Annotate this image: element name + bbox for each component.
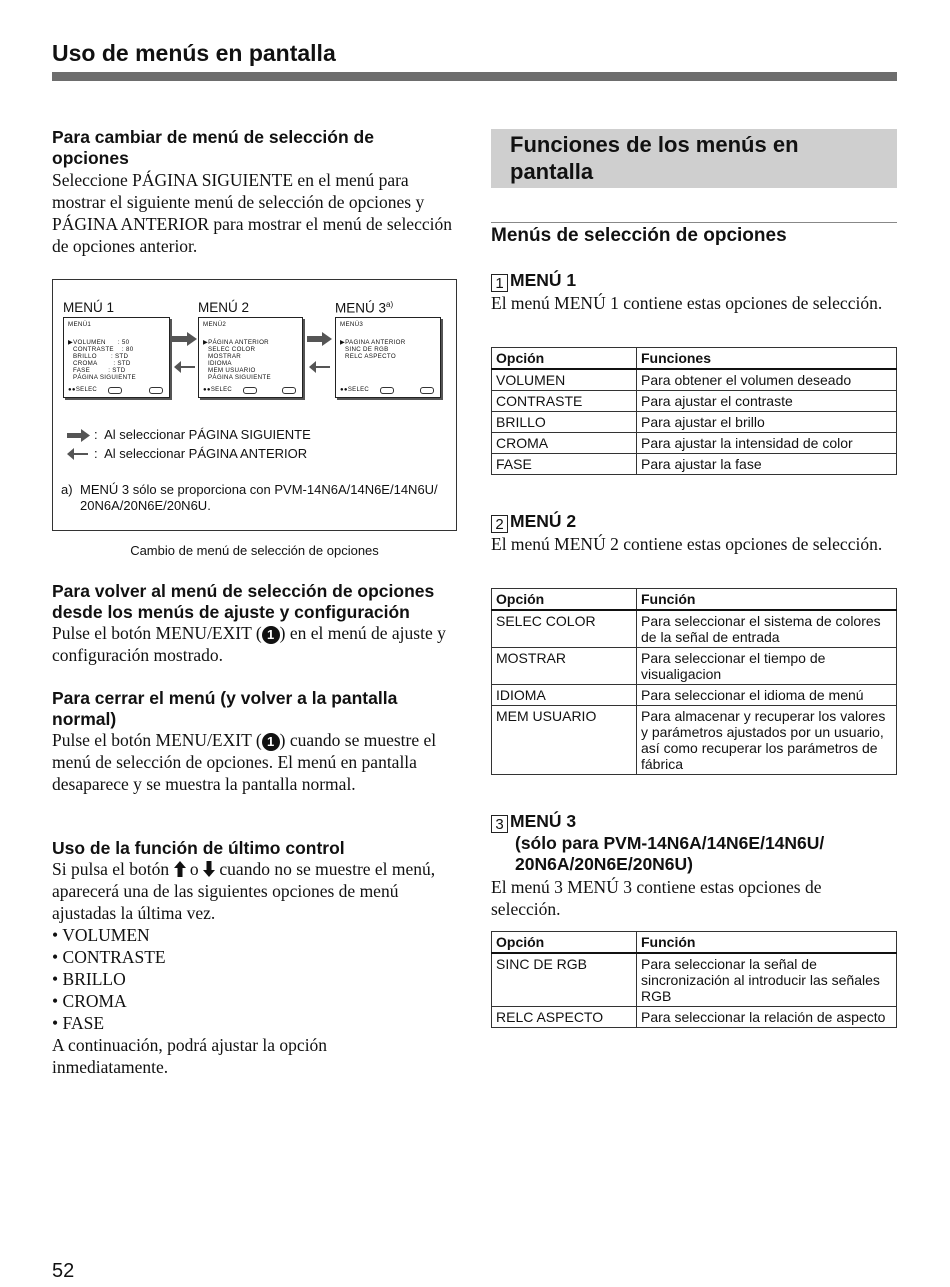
table-cell: MEM USUARIO	[492, 706, 637, 775]
column-header: Función	[637, 589, 897, 611]
legend-prev: : Al seleccionar PÁGINA ANTERIOR	[94, 446, 308, 461]
screen-row: PÁGINA SIGUIENTE	[73, 374, 136, 381]
table-row	[492, 610, 897, 648]
screen-title: MENÚ2	[203, 321, 227, 328]
column-header: Funciones	[637, 348, 897, 370]
section-title: Funciones de los menús en pantalla	[510, 132, 799, 184]
column-header: Opción	[492, 932, 637, 954]
table-cell: Para seleccionar la señal de sincronización al introducir las señales RGB	[637, 953, 897, 1007]
screen-row: BRILLO : STD	[73, 353, 129, 360]
table-cell: BRILLO	[492, 412, 637, 433]
screen-footer: ●●SELEC	[340, 387, 436, 394]
menu3-label: MENÚ 3$^{a)}$	[335, 300, 394, 316]
screen-row: SINC DE RGB	[345, 346, 389, 353]
table-row	[492, 369, 897, 391]
section-body-last-control: Si pulsa el botón o cuando no se muestre el menú, aparecerá una de las siguientes opciones de menú ajustadas la última vez.	[52, 859, 436, 923]
select-icon: ●●	[68, 387, 76, 393]
table-cell: Para ajustar la intensidad de color	[637, 433, 897, 454]
up-arrow-icon	[174, 861, 186, 877]
arrow-right-icon	[307, 332, 333, 346]
screen-row: MEM USUARIO	[208, 367, 256, 374]
section-closing-text: A continuación, podrá ajustar la opción inmediatamente.	[52, 1035, 328, 1077]
table-cell: Para seleccionar el sistema de colores de la señal de entrada	[637, 610, 897, 648]
table-cell: RELC ASPECTO	[492, 1007, 637, 1028]
table-row	[492, 391, 897, 412]
screen-row: ▶PAGINA ANTERIOR	[340, 339, 406, 346]
table-header-row	[492, 932, 897, 954]
enter-key-icon	[243, 387, 257, 394]
section-body-change-menu: Seleccione PÁGINA SIGUIENTE en el menú para mostrar el siguiente menú de selección de opciones y PÁGINA ANTERIOR para mostrar el menú de selección de opciones anterior.	[52, 170, 452, 256]
screen-footer: ●●SELEC	[203, 387, 298, 394]
section-heading-last-control: Uso de la función de último control	[52, 838, 345, 858]
menu3-intro: El menú 3 MENÚ 3 contiene estas opciones de selección.	[491, 877, 822, 919]
screen-row: ▶VOLUMEN : 50	[68, 339, 130, 346]
table-cell: VOLUMEN	[492, 369, 637, 391]
section-heading-change-menu: Para cambiar de menú de selección de opciones	[52, 127, 374, 168]
screen-footer: ●●SELEC	[68, 387, 165, 394]
menu-number-box: 3	[491, 815, 508, 833]
table-cell: MOSTRAR	[492, 648, 637, 685]
screen-row: CROMA : STD	[73, 360, 131, 367]
screen-row: ▶PÁGINA ANTERIOR	[203, 339, 269, 346]
menu1-heading: 1 MENÚ 1	[491, 270, 576, 292]
arrow-left-icon	[67, 448, 89, 460]
arrow-left-icon	[174, 361, 196, 373]
table-row	[492, 412, 897, 433]
menu1-screen	[63, 317, 170, 398]
list-item: • FASE	[52, 1013, 105, 1033]
menu1-label: MENÚ 1	[63, 300, 115, 315]
screen-row: MOSTRAR	[208, 353, 242, 360]
table-cell: Para almacenar y recuperar los valores y parámetros ajustados por un usuario, así como recuperar los parámetros de fábrica	[637, 706, 897, 775]
legend-next: : Al seleccionar PÁGINA SIGUIENTE	[94, 427, 311, 442]
menu2-heading: 2 MENÚ 2	[491, 511, 576, 533]
column-header: Opción	[492, 348, 637, 370]
enter-key-icon	[108, 387, 122, 394]
screen-row: SELEC COLOR	[208, 346, 256, 353]
table-row	[492, 953, 897, 1007]
title-rule	[52, 72, 897, 81]
arrow-right-icon	[172, 332, 198, 346]
down-arrow-icon	[203, 861, 215, 877]
table-cell: FASE	[492, 454, 637, 475]
list-item: • BRILLO	[52, 969, 126, 989]
page-number: 52	[52, 1260, 75, 1282]
table-cell: CROMA	[492, 433, 637, 454]
table-cell: CONTRASTE	[492, 391, 637, 412]
menu3-screen	[335, 317, 441, 398]
menu1-table	[491, 347, 897, 475]
menu2-intro: El menú MENÚ 2 contiene estas opciones de selección.	[491, 534, 883, 554]
table-header-row	[492, 348, 897, 370]
column-header: Opción	[492, 589, 637, 611]
column-header: Función	[637, 932, 897, 954]
table-row	[492, 1007, 897, 1028]
menu3-table	[491, 931, 897, 1028]
section-body-return-menu: Pulse el botón MENU/EXIT ( 1 ) en el menú de ajuste y configuración mostrado.	[52, 623, 446, 665]
table-cell: Para seleccionar el tiempo de visualigacion	[637, 648, 897, 685]
menu1-intro: El menú MENÚ 1 contiene estas opciones de selección.	[491, 293, 883, 313]
menu-number-box: 1	[491, 274, 508, 292]
arrow-left-icon	[309, 361, 331, 373]
section-heading-close-menu: Para cerrar el menú (y volver a la pantalla normal)	[52, 688, 398, 729]
table-row	[492, 706, 897, 775]
menu2-screen	[198, 317, 303, 398]
table-cell: Para obtener el volumen deseado	[637, 369, 897, 391]
list-item: • VOLUMEN	[52, 925, 150, 945]
screen-row: RELC ASPECTO	[345, 353, 396, 360]
screen-row: PÁGINA SIGUIENTE	[208, 374, 271, 381]
screen-title: MENÚ1	[68, 321, 92, 328]
menu-exit-button-badge: 1	[262, 626, 280, 644]
screen-row: FASE : STD	[73, 367, 126, 374]
menu-key-icon	[282, 387, 296, 394]
menu-number-box: 2	[491, 515, 508, 533]
figure-caption: Cambio de menú de selección de opciones	[130, 543, 379, 558]
screen-title: MENÚ3	[340, 321, 364, 328]
page-title: Uso de menús en pantalla	[52, 40, 336, 66]
table-row	[492, 433, 897, 454]
figure-note-marker: a)	[61, 482, 73, 497]
table-row	[492, 648, 897, 685]
subsection-title: Menús de selección de opciones	[491, 225, 787, 246]
menu2-label: MENÚ 2	[198, 300, 250, 315]
table-cell: SELEC COLOR	[492, 610, 637, 648]
table-cell: Para seleccionar el idioma de menú	[637, 685, 897, 706]
menu3-heading: 3 MENÚ 3 (sólo para PVM-14N6A/14N6E/14N6U/ 20N6A/20N6E/20N6U)	[491, 811, 891, 875]
table-cell: Para ajustar la fase	[637, 454, 897, 475]
table-row	[492, 454, 897, 475]
list-item: • CONTRASTE	[52, 947, 166, 967]
select-icon: ●●	[340, 387, 348, 393]
bullet-list	[52, 924, 166, 1034]
table-cell: IDIOMA	[492, 685, 637, 706]
screen-row: IDIOMA	[208, 360, 232, 367]
table-row	[492, 685, 897, 706]
arrow-right-icon	[67, 429, 91, 442]
select-icon: ●●	[203, 387, 211, 393]
screen-row: CONTRASTE : 80	[73, 346, 134, 353]
menu-key-icon	[420, 387, 434, 394]
table-header-row	[492, 589, 897, 611]
enter-key-icon	[380, 387, 394, 394]
menu2-table	[491, 588, 897, 775]
list-item: • CROMA	[52, 991, 127, 1011]
divider	[491, 222, 897, 223]
section-heading-return-menu: Para volver al menú de selección de opciones desde los menús de ajuste y configuración	[52, 581, 435, 622]
section-body-close-menu: Pulse el botón MENU/EXIT ( 1 ) cuando se muestre el menú de selección de opciones. El menú en pantalla desaparece y se muestra la pantalla normal.	[52, 730, 437, 794]
table-cell: Para ajustar el brillo	[637, 412, 897, 433]
table-cell: SINC DE RGB	[492, 953, 637, 1007]
table-cell: Para seleccionar la relación de aspecto	[637, 1007, 897, 1028]
menu-key-icon	[149, 387, 163, 394]
figure-note: MENÚ 3 sólo se proporciona con PVM-14N6A/14N6E/14N6U/ 20N6A/20N6E/20N6U.	[80, 482, 438, 513]
table-cell: Para ajustar el contraste	[637, 391, 897, 412]
menu-exit-button-badge: 1	[262, 733, 280, 751]
